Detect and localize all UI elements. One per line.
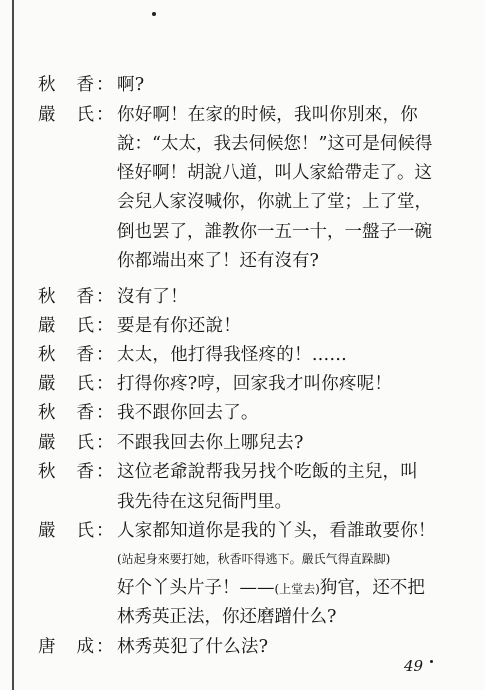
dialogue-text-part: 好个丫头片子！—— bbox=[117, 578, 275, 598]
dialogue-line bbox=[0, 282, 485, 312]
speaker-name bbox=[38, 70, 94, 100]
dialogue-line bbox=[0, 340, 485, 370]
speaker-char: 嚴 bbox=[38, 316, 56, 336]
dialogue-line bbox=[0, 428, 485, 458]
speaker-char: 唐 bbox=[38, 637, 56, 657]
dialogue-line bbox=[0, 369, 485, 399]
dialogue-continuation bbox=[0, 158, 485, 188]
dialogue-line bbox=[0, 311, 485, 341]
dialogue-line bbox=[0, 457, 485, 487]
speaker-name bbox=[38, 398, 94, 428]
dialogue-continuation bbox=[0, 129, 485, 159]
speaker-char: 嚴 bbox=[38, 105, 56, 125]
speaker-char: 秋 bbox=[38, 75, 56, 95]
speaker-char: 成 bbox=[76, 637, 94, 657]
stage-direction-text: (站起身來要打她，秋香吓得逃下。嚴氏气得直跺脚) bbox=[117, 552, 391, 566]
speaker-name bbox=[38, 516, 94, 546]
dialogue-text: 林秀英正法，你还磨蹭什么? bbox=[117, 607, 337, 627]
speaker-char: 香 bbox=[76, 462, 94, 482]
speaker-name bbox=[38, 282, 94, 312]
dialogue-continuation bbox=[0, 187, 485, 217]
dialogue-line bbox=[0, 398, 485, 428]
dialogue-text-part: 狗官，还不把 bbox=[319, 578, 425, 598]
speaker-char: 秋 bbox=[38, 345, 56, 365]
dialogue-text: 說：“太太，我去伺候您！”这可是伺候得 bbox=[117, 134, 433, 154]
dialogue-text: 倒也罢了，誰教你一五一十，一盤子一碗 bbox=[117, 222, 432, 242]
speaker-char: 氏 bbox=[76, 374, 94, 394]
speaker-char: 氏 bbox=[76, 316, 94, 336]
dialogue-continuation bbox=[0, 487, 485, 517]
dialogue-continuation bbox=[0, 573, 485, 603]
dialogue-line bbox=[0, 516, 485, 546]
speaker-colon: ： bbox=[96, 316, 114, 336]
speaker-colon: ： bbox=[96, 75, 114, 95]
speaker-name bbox=[38, 100, 94, 130]
speaker-char: 香 bbox=[76, 345, 94, 365]
dialogue-continuation bbox=[0, 246, 485, 276]
dialogue-text: 你好啊！在家的时候，我叫你別來，你 bbox=[117, 105, 418, 125]
speaker-char: 氏 bbox=[76, 521, 94, 541]
speaker-colon: ： bbox=[96, 637, 114, 657]
speaker-colon: ： bbox=[96, 287, 114, 307]
dialogue-text: 不跟我回去你上哪兒去? bbox=[117, 433, 304, 453]
speaker-name bbox=[38, 311, 94, 341]
speaker-char: 秋 bbox=[38, 462, 56, 482]
speaker-char: 嚴 bbox=[38, 374, 56, 394]
dialogue-text: 我先待在这兒衙門里。 bbox=[117, 492, 292, 512]
speaker-char: 香 bbox=[76, 287, 94, 307]
dialogue-text: 林秀英犯了什么法? bbox=[117, 637, 269, 657]
dialogue-text: 啊? bbox=[117, 75, 145, 95]
speaker-name bbox=[38, 369, 94, 399]
speaker-colon: ： bbox=[96, 345, 114, 365]
speaker-colon: ： bbox=[96, 374, 114, 394]
speaker-name bbox=[38, 340, 94, 370]
speaker-name bbox=[38, 632, 94, 662]
speaker-char: 秋 bbox=[38, 287, 56, 307]
dialogue-continuation bbox=[0, 602, 485, 632]
dialogue-text: 我不跟你回去了。 bbox=[117, 403, 259, 423]
dialogue-text: 你都端出來了！还有沒有? bbox=[117, 251, 319, 271]
dialogue-text: 太太，他打得我怪疼的！…… bbox=[117, 345, 348, 365]
speaker-colon: ： bbox=[96, 433, 114, 453]
speaker-colon: ： bbox=[96, 462, 114, 482]
speaker-char: 嚴 bbox=[38, 521, 56, 541]
speaker-char: 香 bbox=[76, 403, 94, 423]
speaker-char: 氏 bbox=[76, 105, 94, 125]
speaker-colon: ： bbox=[96, 403, 114, 423]
speaker-char: 氏 bbox=[76, 433, 94, 453]
dialogue-text-with-direction bbox=[117, 573, 425, 604]
page-number: 49 bbox=[404, 657, 424, 675]
dialogue-text: 打得你疼?哼，回家我才叫你疼呢！ bbox=[117, 374, 393, 394]
speaker-colon: ： bbox=[96, 521, 114, 541]
speaker-char: 秋 bbox=[38, 403, 56, 423]
speaker-char: 香 bbox=[76, 75, 94, 95]
inline-stage-direction: (上堂去) bbox=[274, 582, 320, 596]
dialogue-text: 这位老爺說帮我另找个吃飯的主兒，叫 bbox=[117, 462, 418, 482]
dialogue-text: 怪好啊！胡說八道，叫人家給帶走了。这 bbox=[117, 163, 432, 183]
speaker-char: 嚴 bbox=[38, 433, 56, 453]
speaker-name bbox=[38, 428, 94, 458]
dialogue-text: 人家都知道你是我的丫头，看誰敢要你！ bbox=[117, 521, 436, 541]
print-speck bbox=[152, 12, 156, 16]
dialogue-continuation bbox=[0, 217, 485, 247]
dialogue-line bbox=[0, 100, 485, 130]
dialogue-line bbox=[0, 70, 485, 100]
stage-direction bbox=[0, 544, 485, 574]
dialogue-text: 会兒人家沒喊你，你就上了堂；上了堂， bbox=[117, 192, 432, 212]
speaker-colon: ： bbox=[96, 105, 114, 125]
dialogue-text: 沒有了！ bbox=[117, 287, 188, 307]
dialogue-text: 要是有你还說！ bbox=[117, 316, 241, 336]
speaker-name bbox=[38, 457, 94, 487]
